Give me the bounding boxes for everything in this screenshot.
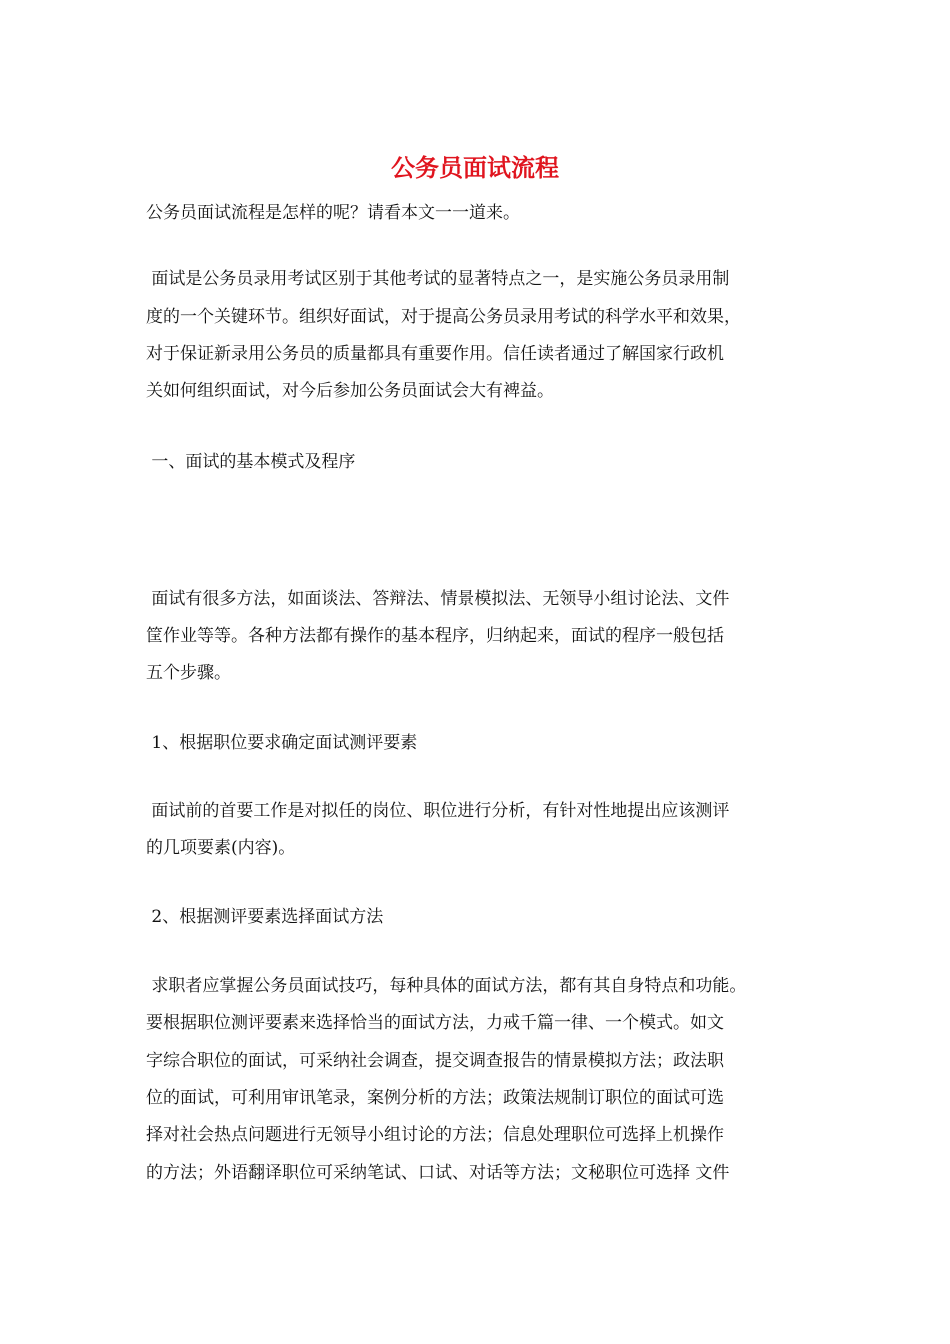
step-heading: 1、根据职位要求确定面试测评要素 bbox=[146, 733, 418, 753]
paragraph-line: 筐作业等等。各种方法都有操作的基本程序，归纳起来，面试的程序一般包括 bbox=[146, 626, 724, 646]
paragraph-line: 字综合职位的面试，可采纳社会调查，提交调查报告的情景模拟方法；政法职 bbox=[146, 1051, 724, 1071]
paragraph-line: 关如何组织面试，对今后参加公务员面试会大有裨益。 bbox=[146, 381, 554, 401]
paragraph-line: 对于保证新录用公务员的质量都具有重要作用。信任读者通过了解国家行政机 bbox=[146, 344, 724, 364]
paragraph-line: 的几项要素(内容)。 bbox=[146, 838, 296, 858]
step-heading: 2、根据测评要素选择面试方法 bbox=[146, 907, 384, 927]
paragraph-line: 的方法；外语翻译职位可采纳笔试、口试、对话等方法；文秘职位可选择 文件 bbox=[146, 1163, 730, 1183]
paragraph-line: 求职者应掌握公务员面试技巧，每种具体的面试方法，都有其自身特点和功能。 bbox=[146, 976, 747, 996]
paragraph-line: 择对社会热点问题进行无领导小组讨论的方法；信息处理职位可选择上机操作 bbox=[146, 1125, 724, 1145]
paragraph-line: 面试有很多方法，如面谈法、答辩法、情景模拟法、无领导小组讨论法、文件 bbox=[146, 589, 730, 609]
paragraph-line: 面试是公务员录用考试区别于其他考试的显著特点之一，是实施公务员录用制 bbox=[146, 269, 730, 289]
paragraph-line: 五个步骤。 bbox=[146, 663, 231, 683]
paragraph-line: 要根据职位测评要素来选择恰当的面试方法，力戒千篇一律、一个模式。如文 bbox=[146, 1013, 724, 1033]
paragraph-line: 面试前的首要工作是对拟任的岗位、职位进行分析，有针对性地提出应该测评 bbox=[146, 801, 730, 821]
paragraph-line: 位的面试，可利用审讯笔录，案例分析的方法；政策法规制订职位的面试可选 bbox=[146, 1088, 724, 1108]
section-heading: 一、面试的基本模式及程序 bbox=[146, 452, 356, 472]
intro-line: 公务员面试流程是怎样的呢？请看本文一一道来。 bbox=[146, 203, 520, 223]
paragraph-line: 度的一个关键环节。组织好面试，对于提高公务员录用考试的科学水平和效果， bbox=[146, 307, 741, 327]
document-title: 公务员面试流程 bbox=[391, 153, 559, 182]
